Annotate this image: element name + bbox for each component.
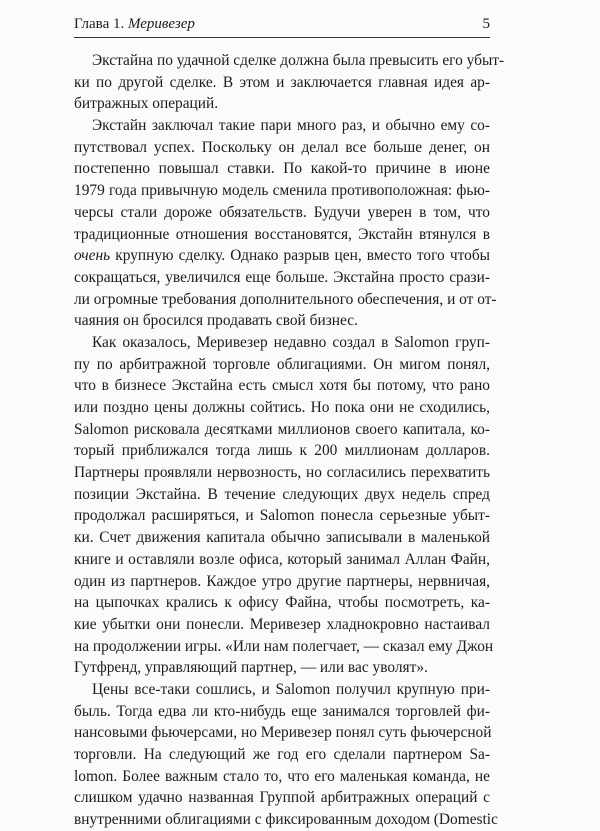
text-line: Как оказалось, Меривезер недавно создал в Salomon груп- bbox=[92, 333, 490, 351]
text-line: нансовыми фьючерсами, но Меривезер понял суть фьючерсной bbox=[74, 724, 492, 742]
text-line: или поздно цены должны сойтись. Но пока они не сходились, bbox=[74, 399, 490, 416]
paragraph bbox=[74, 50, 505, 115]
text-line: сокращаться, увеличился еще больше. Экстайна просто срази- bbox=[74, 268, 490, 286]
text-line: слишком удачно названная Группой арбитражных операций с bbox=[74, 789, 490, 807]
text-line: один из партнеров. Каждое утро другие партнеры, нервничая, bbox=[74, 572, 490, 590]
text-line: Гутфренд, управляющий партнер, — или вас уволят». bbox=[74, 659, 428, 677]
text-line: позиции Экстайна. В течение следующих двух недель спред bbox=[74, 485, 490, 503]
paragraph bbox=[74, 115, 497, 332]
text-line: Цены все-таки сошлись, и Salomon получил крупную при- bbox=[92, 680, 490, 698]
text-line: что в бизнесе Экстайна есть смысл хотя бы потому, что рано bbox=[74, 377, 490, 395]
text-line: 1979 года привычную модель сменила противоположная: фью- bbox=[74, 182, 490, 200]
text-line: на цыпочках крались к офису Файна, чтобы посмотреть, ка- bbox=[74, 594, 490, 612]
text-line: ки по другой сделке. В этом и заключается главная идея ар- bbox=[74, 73, 490, 91]
text-line: внутренними облигациями с фиксированным доходом (Domestic bbox=[74, 811, 498, 829]
page-number: 5 bbox=[482, 16, 490, 32]
text-line: очень крупную сделку. Однако разрыв цен, вместо того чтобы bbox=[74, 247, 490, 265]
text-line: книге и оставляли возле офиса, который занимал Аллан Файн, bbox=[74, 550, 490, 568]
text-line: ли огромные требования дополнительного обеспечения, и от от- bbox=[74, 290, 497, 308]
text-line: путствовал успех. Поскольку он делал все больше денег, он bbox=[74, 138, 490, 156]
text-line: традиционные отношения восстановятся, Экстайн втянулся в bbox=[74, 225, 490, 243]
emphasized-word: очень bbox=[74, 247, 111, 265]
text-line: кие убытки они понесли. Меривезер хладнокровно настаивал bbox=[74, 615, 490, 633]
body-text bbox=[74, 50, 505, 831]
text-line: Экстайна по удачной сделке должна была превысить его убыт- bbox=[92, 52, 505, 69]
text-line: пу по арбитражной торговле облигациями. Он мигом понял, bbox=[74, 355, 490, 373]
chapter-heading bbox=[74, 14, 195, 34]
paragraph bbox=[74, 679, 498, 831]
chapter-label: Глава 1. bbox=[74, 16, 125, 32]
text-line: продолжал расширяться, и Salomon понесла серьезные убыт- bbox=[74, 507, 490, 525]
text-line: Salomon рисковала десятками миллионов своего капитала, ко- bbox=[74, 420, 490, 438]
text-line: Экстайн заключал такие пари много раз, и обычно ему со- bbox=[92, 117, 490, 135]
text-line: постепенно повышал ставки. По какой-то причине в июне bbox=[74, 160, 490, 178]
header-rule bbox=[74, 37, 490, 38]
text-line: торговли. На следующий же год его сделали партнером Sa- bbox=[74, 746, 490, 763]
text-line: ки. Счет движения капитала обычно записывали в маленькой bbox=[74, 529, 490, 547]
text-line: lomon. Более важным стало то, что его маленькая команда, не bbox=[74, 767, 490, 785]
text-line: торый приближался тогда лишь к 200 миллионам долларов. bbox=[74, 442, 490, 460]
text-line: черсы стали дороже обязательств. Будучи уверен в том, что bbox=[74, 203, 490, 221]
running-head bbox=[74, 14, 490, 38]
paragraph bbox=[74, 332, 494, 679]
chapter-title: Меривезер bbox=[127, 16, 195, 32]
text-line: быль. Тогда едва ли кто-нибудь еще занимался торговлей фи- bbox=[74, 702, 490, 720]
text-line: битражных операций. bbox=[74, 95, 219, 113]
text-line: Партнеры проявляли нервозность, но согласились перехватить bbox=[74, 464, 490, 482]
text-line: на продолжении игры. «Или нам полегчает, — сказал ему Джон bbox=[74, 637, 494, 655]
text-line: чаяния он бросился продавать свой бизнес. bbox=[74, 312, 358, 330]
